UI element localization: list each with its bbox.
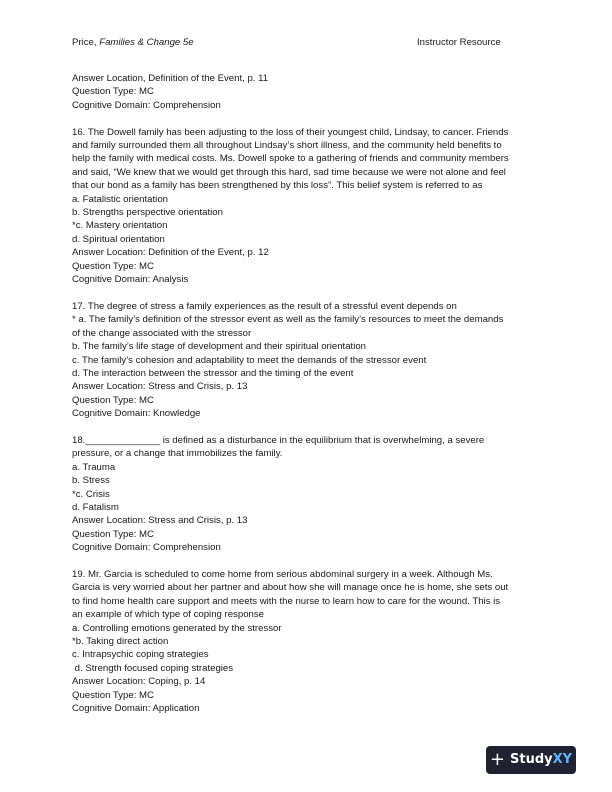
text-line: a. Fatalistic orientation bbox=[72, 193, 168, 205]
document-body bbox=[72, 72, 542, 729]
text-line: a. Controlling emotions generated by the stressor bbox=[72, 622, 282, 634]
text-line: Garcia is very worried about her partner and about how she will manage once he is home, she sets out bbox=[72, 582, 509, 594]
header-resource-label: Instructor Resource bbox=[417, 37, 501, 48]
text-line: 17. The degree of stress a family experiences as the result of a stressful event depends on bbox=[72, 300, 457, 312]
text-line: Question Type: MC bbox=[72, 689, 154, 701]
text-line: 18.______________ is defined as a disturbance in the equilibrium that is overwhelming, a severe bbox=[72, 434, 485, 446]
question-block bbox=[72, 126, 542, 287]
text-line: Question Type: MC bbox=[72, 86, 154, 98]
header-book-title bbox=[72, 36, 194, 49]
text-line: d. The interaction between the stressor and the timing of the event bbox=[72, 367, 354, 379]
text-line: to find home health care support and meets with the nurse to learn how to care for the wound. This is bbox=[72, 595, 501, 607]
text-line: c. Intrapsychic coping strategies bbox=[72, 649, 209, 661]
text-line: Answer Location: Stress and Crisis, p. 13 bbox=[72, 515, 248, 527]
page-header bbox=[72, 36, 504, 50]
text-line: and said, “We knew that we would get through this hard, sad time because we were not alone and feel bbox=[72, 166, 506, 178]
text-line: 16. The Dowell family has been adjusting to the loss of their youngest child, Lindsay, to cancer. Friends bbox=[72, 126, 509, 138]
plus-icon: + bbox=[489, 749, 506, 770]
header-author: Price, bbox=[72, 37, 100, 48]
text-line: Question Type: MC bbox=[72, 260, 154, 272]
header-title-italic: Families & Change 5e bbox=[99, 37, 194, 48]
text-line: Question Type: MC bbox=[72, 394, 154, 406]
text-line: Answer Location: Coping, p. 14 bbox=[72, 676, 206, 688]
question-block bbox=[72, 72, 542, 112]
text-line: of the change associated with the stressor bbox=[72, 327, 252, 339]
text-line: Question Type: MC bbox=[72, 528, 154, 540]
text-line: 19. Mr. Garcia is scheduled to come home from serious abdominal surgery in a week. Although Ms. bbox=[72, 568, 493, 580]
text-line: *b. Taking direct action bbox=[72, 636, 169, 647]
text-line: Answer Location: Definition of the Event, p. 12 bbox=[72, 247, 269, 259]
text-line: help the family with medical costs. Ms. Dowell spoke to a gathering of friends and community members bbox=[72, 153, 509, 165]
text-line: b. Strengths perspective orientation bbox=[72, 207, 223, 219]
text-line: Cognitive Domain: Comprehension bbox=[72, 542, 221, 554]
text-line: Answer Location: Stress and Crisis, p. 13 bbox=[72, 381, 248, 393]
text-line: Cognitive Domain: Analysis bbox=[72, 274, 189, 286]
text-line: a. Trauma bbox=[72, 461, 116, 473]
text-line: Cognitive Domain: Knowledge bbox=[72, 408, 201, 420]
text-line: Answer Location, Definition of the Event, p. 11 bbox=[72, 73, 269, 84]
text-line: pressure, or a change that immobilizes the family. bbox=[72, 448, 283, 460]
logo-text-accent: XY bbox=[552, 752, 573, 768]
text-line: b. The family’s life stage of development and their spiritual orientation bbox=[72, 341, 367, 353]
question-block bbox=[72, 300, 542, 421]
text-line: *c. Mastery orientation bbox=[72, 220, 168, 232]
question-block bbox=[72, 434, 542, 555]
text-line: c. The family’s cohesion and adaptability to meet the demands of the stressor event bbox=[72, 354, 427, 366]
text-line: Cognitive Domain: Application bbox=[72, 703, 200, 715]
text-line: b. Stress bbox=[72, 475, 110, 487]
text-line: an example of which type of coping response bbox=[72, 609, 264, 621]
logo-text: Study bbox=[510, 752, 553, 768]
text-line: that our bond as a family has been strengthened by this loss”. This belief system is referred to as bbox=[72, 180, 483, 192]
text-line: d. Strength focused coping strategies bbox=[72, 662, 234, 674]
text-line: d. Fatalism bbox=[72, 501, 119, 513]
text-line: d. Spiritual orientation bbox=[72, 233, 165, 245]
text-line: Cognitive Domain: Comprehension bbox=[72, 99, 221, 111]
text-line: *c. Crisis bbox=[72, 488, 110, 500]
text-line: * a. The family’s definition of the stressor event as well as the family’s resources to meet the demands bbox=[72, 314, 504, 326]
question-block bbox=[72, 568, 542, 715]
text-line: and family surrounded them all throughout Lindsay’s short illness, and the community held benefits to bbox=[72, 140, 502, 152]
studyxy-logo bbox=[486, 746, 576, 774]
